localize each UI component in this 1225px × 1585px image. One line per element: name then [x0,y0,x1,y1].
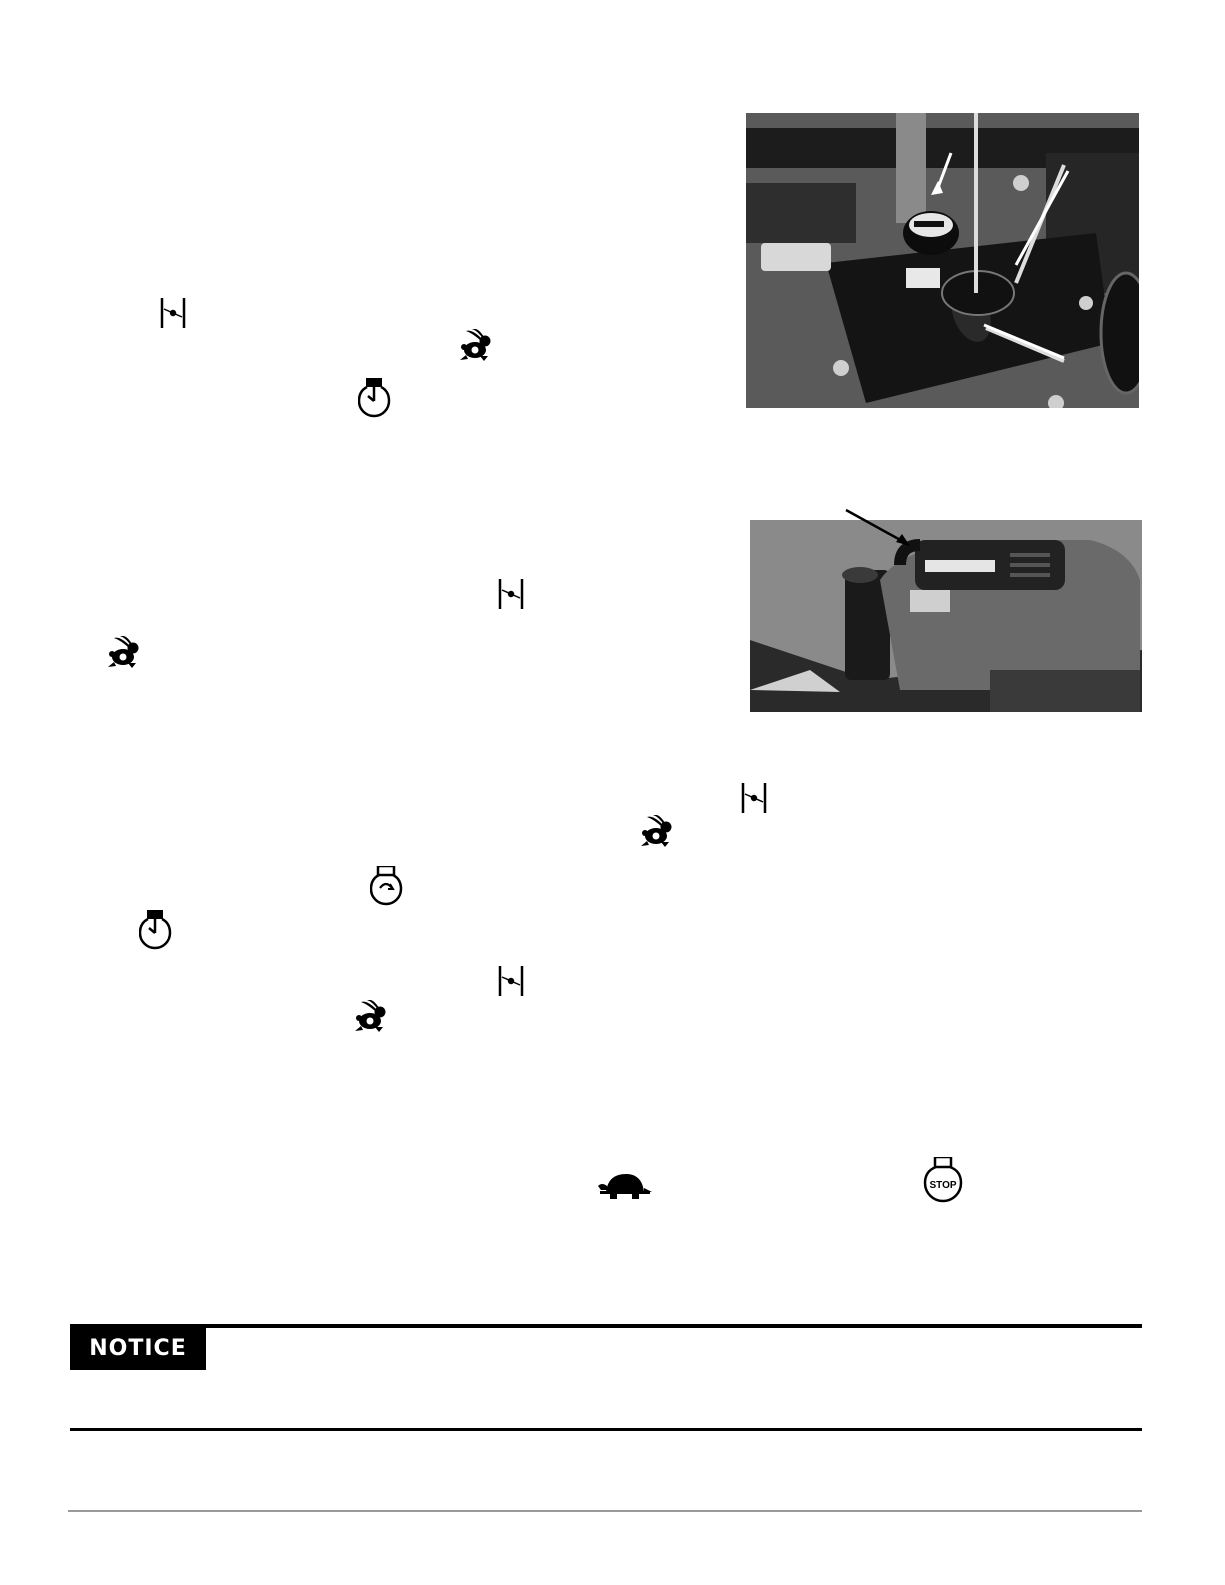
engine-recoil-handle-photo [750,520,1142,712]
notice-label: NOTICE [70,1328,206,1370]
rabbit-fast-icon [635,815,677,849]
choke-symbol-icon [159,296,187,330]
choke-symbol-icon [497,964,525,998]
turtle-slow-icon [596,1170,654,1202]
key-start-icon [358,378,392,418]
footer-rule [68,1510,1142,1512]
throttle-control-panel-photo [746,113,1139,408]
rabbit-fast-icon [102,636,144,670]
key-start-icon [139,910,173,950]
choke-symbol-icon [740,781,768,815]
rabbit-fast-icon [349,1000,391,1034]
key-run-icon [370,866,404,906]
choke-symbol-icon [497,577,525,611]
notice-bottom-rule [70,1428,1142,1431]
pointer-arrow [844,506,912,550]
notice-top-rule [70,1324,1142,1328]
rabbit-fast-icon [454,329,496,363]
key-stop-icon [923,1157,965,1203]
